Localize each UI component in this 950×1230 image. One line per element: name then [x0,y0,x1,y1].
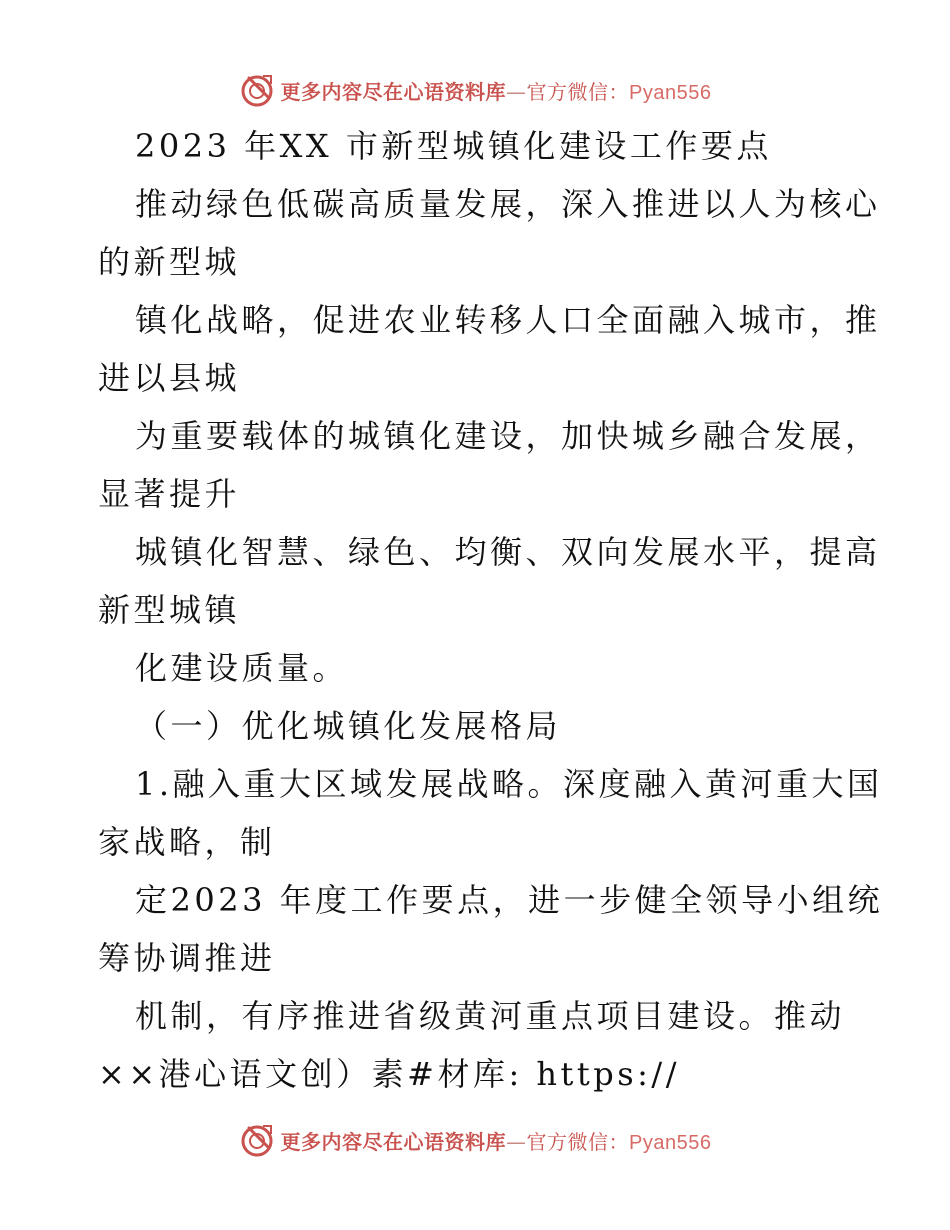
paragraph-line: 新型城镇 [98,591,241,629]
paragraph-line: 定2023 年度工作要点，进一步健全领导小组统 [135,881,884,919]
paragraph-line: 家战略，制 [98,823,276,861]
banner-brand: 更多内容尽在心语资料库 [280,79,507,104]
banner-account: Pyan556 [629,1131,712,1154]
paragraph-line: 筹协调推进 [98,939,276,977]
paragraph-line: 为重要载体的城镇化建设，加快城乡融合发展， [135,417,881,455]
paragraph-line: 化建设质量。 [135,649,349,687]
banner-channel: 官方微信： [526,79,630,104]
paragraph-line: 显著提升 [98,475,241,513]
paragraph-line: 镇化战略，促进农业转移人口全面融入城市，推 [135,301,881,339]
watermark-banner-top [0,70,950,110]
banner-brand: 更多内容尽在心语资料库 [280,1129,507,1154]
watermark-banner-bottom [0,1120,950,1160]
banner-separator: — [506,79,527,104]
document-title: 2023 年XX 市新型城镇化建设工作要点 [135,127,772,165]
paragraph-line: 1.融入重大区域发展战略。深度融入黄河重大国 [135,765,883,803]
paragraph-line: 的新型城 [98,243,241,281]
paragraph-line: （一）优化城镇化发展格局 [135,707,562,745]
paragraph-line: 进以县城 [98,359,241,397]
banner-separator: — [506,1129,527,1154]
paragraph-line: 城镇化智慧、绿色、均衡、双向发展水平，提高 [135,533,881,571]
watermark-text [281,76,712,105]
brand-logo-icon [239,1122,275,1158]
paragraph-line: 推动绿色低碳高质量发展，深入推进以人为核心 [135,185,881,223]
watermark-text [281,1126,712,1155]
banner-account: Pyan556 [629,81,712,104]
paragraph-line: ××港心语文创）素#材库: https:// [98,1055,680,1093]
brand-logo-icon [239,72,275,108]
paragraph-line: 机制，有序推进省级黄河重点项目建设。推动 [135,997,846,1035]
document-body [98,117,884,1103]
banner-channel: 官方微信： [526,1129,630,1154]
